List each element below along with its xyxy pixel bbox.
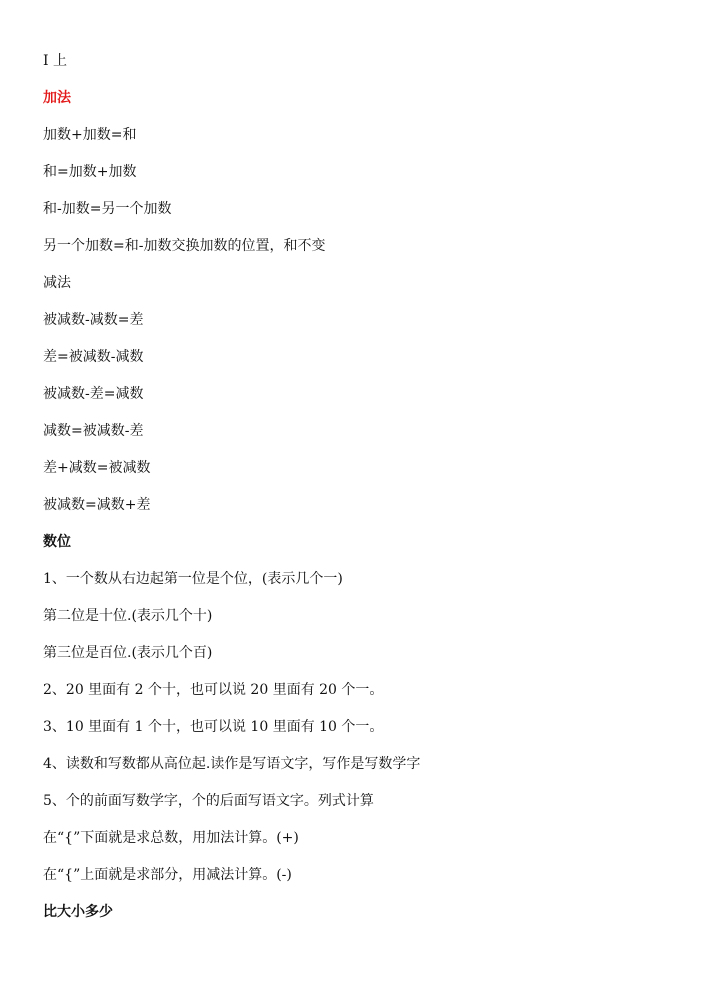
- line-21: 5、个的前面写数学字，个的后面写语文字。列式计算: [43, 793, 374, 809]
- line-9: 差=被减数-减数: [43, 349, 144, 365]
- line-6: 另一个加数=和-加数交换加数的位置，和不变: [43, 238, 326, 254]
- line-10: 被减数-差=减数: [43, 386, 144, 402]
- line-23: 在“{”上面就是求部分，用减法计算。(-): [43, 867, 292, 883]
- line-12: 差+减数=被减数: [43, 460, 151, 476]
- heading-addition: 加法: [43, 90, 71, 106]
- line-19: 3、10 里面有 1 个十，也可以说 10 里面有 10 个一。: [43, 719, 384, 735]
- line-5: 和-加数=另一个加数: [43, 201, 172, 217]
- heading-compare: 比大小多少: [43, 904, 113, 920]
- line-13: 被减数=减数+差: [43, 497, 151, 513]
- line-17: 第三位是百位.(表示几个百): [43, 645, 213, 661]
- line-8: 被减数-减数=差: [43, 312, 144, 328]
- line-22: 在“{”下面就是求总数，用加法计算。(+): [43, 830, 299, 846]
- line-18: 2、20 里面有 2 个十，也可以说 20 里面有 20 个一。: [43, 682, 384, 698]
- line-1: I 上: [43, 53, 67, 69]
- line-11: 减数=被减数-差: [43, 423, 144, 439]
- line-20: 4、读数和写数都从高位起.读作是写语文字，写作是写数学字: [43, 756, 421, 772]
- line-16: 第二位是十位.(表示几个十): [43, 608, 213, 624]
- line-4: 和=加数+加数: [43, 164, 137, 180]
- heading-subtraction: 减法: [43, 275, 71, 291]
- line-3: 加数+加数=和: [43, 127, 137, 143]
- heading-place-value: 数位: [43, 534, 71, 550]
- line-15: 1、一个数从右边起第一位是个位，(表示几个一): [43, 571, 343, 587]
